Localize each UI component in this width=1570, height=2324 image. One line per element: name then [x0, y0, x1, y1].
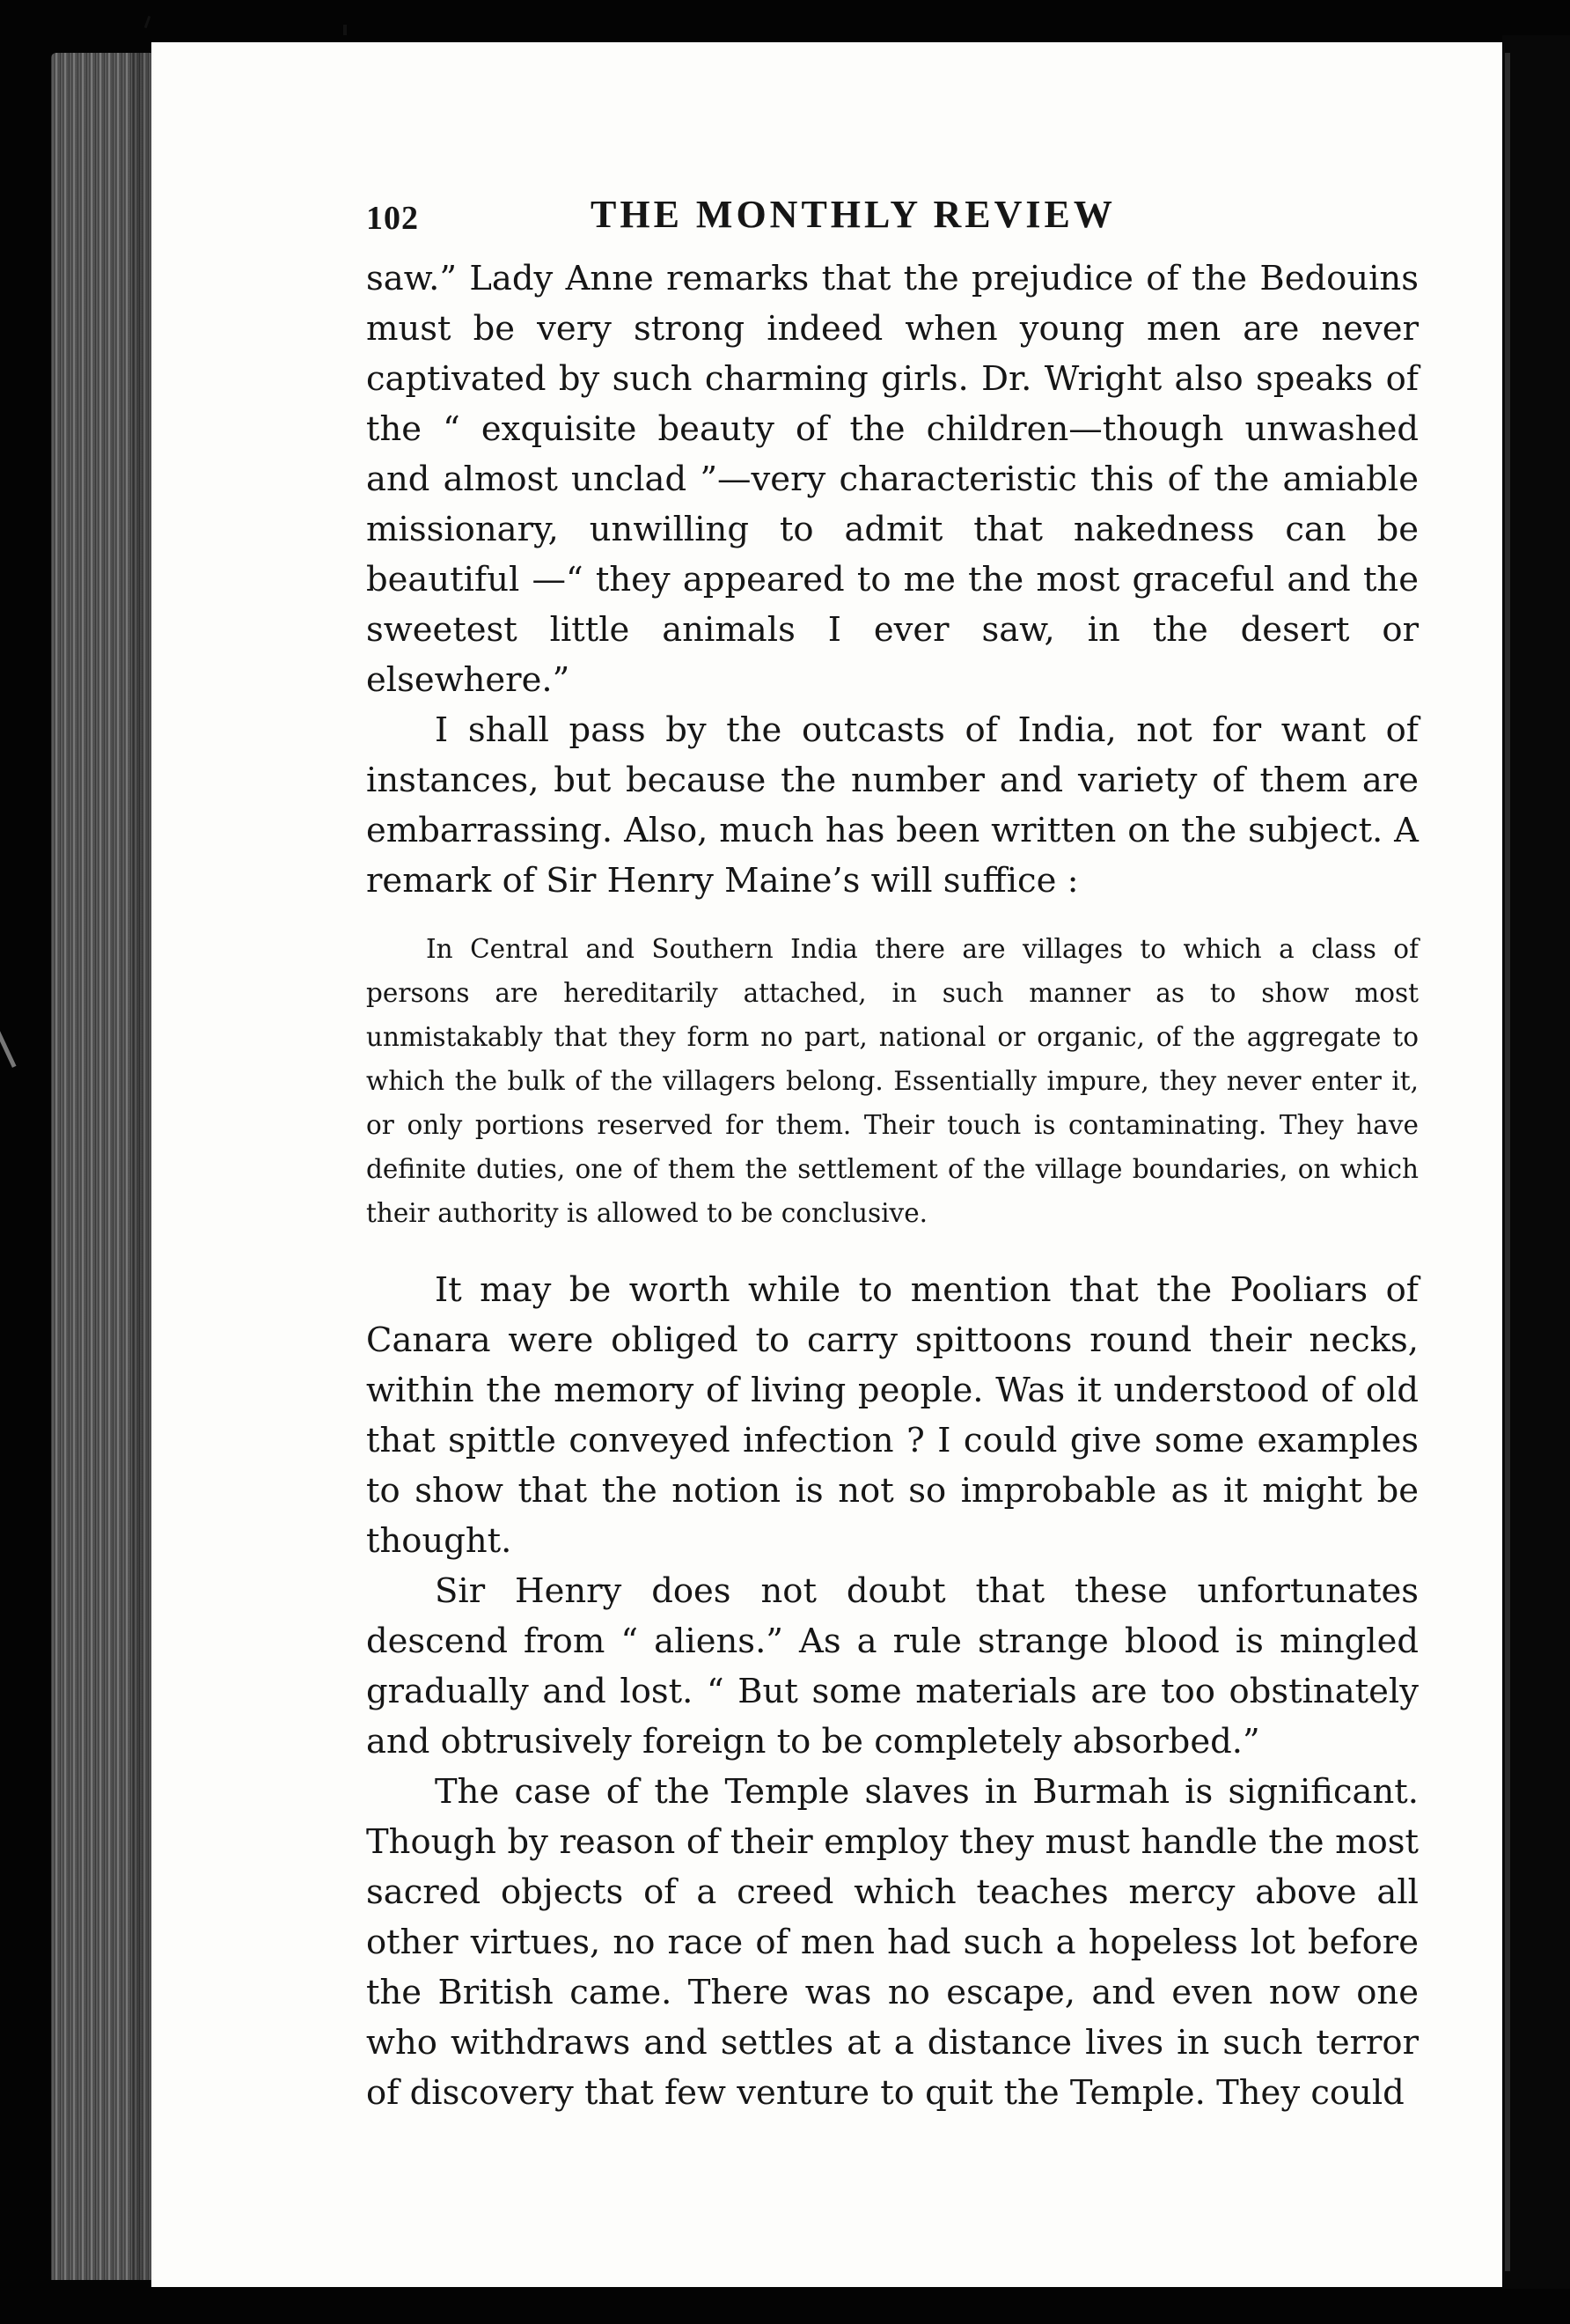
binding-edge [1502, 35, 1570, 2289]
page-number: 102 [366, 200, 419, 237]
journal-title: THE MONTHLY REVIEW [591, 193, 1116, 236]
paragraph: I shall pass by the outcasts of India, not for want of instances, but because the number and variety of them are embarrassing. Also, much has been written on the subject. A remark of Sir Henry Maine’s will suffice : [366, 710, 1419, 901]
text-block [366, 192, 1419, 2118]
page-edge-shadow [132, 53, 154, 2280]
paragraph: Sir Henry does not doubt that these unfortunates descend from “ aliens.” As a rule strange blood is mingled gradually and lost. “ But some materials are too obstinately and obtrusively foreign to be completely absorbed.” [366, 1571, 1419, 1761]
binding-edge-line [1505, 53, 1510, 2271]
paragraph: The case of the Temple slaves in Burmah is significant. Though by reason of their employ they must handle the most sacred objects of a creed which teaches mercy above all other virtues, no race of men had such a hopeless lot before the British came. There was no escape, and even now one who withdraws and settles at a distance lives in such terror of discovery that few venture to quit the Temple. They could [366, 1772, 1419, 2113]
scan-speck [343, 25, 347, 35]
paragraph: It may be worth while to mention that the Pooliars of Canara were obliged to carry spittoons round their necks, within the memory of living people. Was it understood of old that spittle conveyed infection ? I could give some examples to show that the notion is not so improbable as it might be thought. [366, 1270, 1419, 1561]
running-head [366, 192, 1419, 254]
block-quote: In Central and Southern India there are villages to which a class of persons are hereditarily attached, in such manner as to show most unmistakably that they form no part, national or organic, of the aggregate to which the bulk of the villagers belong. Essentially impure, they never enter it, or only portions reserved for them. Their touch is contaminating. They have definite duties, one of them the settlement of the village boundaries, on which their authority is allowed to be conclusive. [366, 934, 1419, 1228]
paragraph: saw.” Lady Anne remarks that the prejudice of the Bedouins must be very strong indeed when young men are never captivated by such charming girls. Dr. Wright also speaks of the “ exquisite beauty of the children—though unwashed and almost unclad ”—very characteristic this of the amiable missionary, unwilling to admit that nakedness can be beautiful —“ they appeared to me the most graceful and the sweetest little animals I ever saw, in the desert or elsewhere.” [366, 259, 1419, 700]
